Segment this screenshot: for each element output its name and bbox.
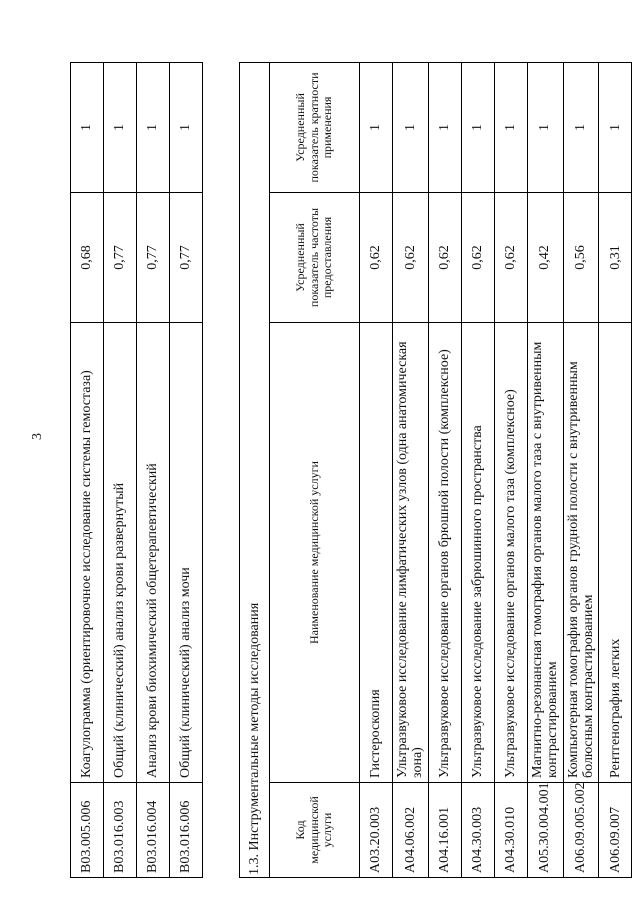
service-name: Общий (клинический) анализ крови развернутый <box>104 323 137 783</box>
table-row <box>360 62 393 877</box>
frequency-value: 0,62 <box>494 193 527 323</box>
frequency-value: 0,62 <box>360 193 393 323</box>
frequency-value: 0,56 <box>563 193 599 323</box>
frequency-value: 0,62 <box>428 193 461 323</box>
page-number: 3 <box>30 433 45 440</box>
service-name: Магнитно-резонансная томография органов малого таза с внутривенным контрастированием <box>527 323 563 783</box>
table-row <box>461 62 494 877</box>
frequency-value: 0,42 <box>527 193 563 323</box>
multiplicity-value: 1 <box>104 63 137 193</box>
frequency-value: 0,77 <box>170 193 203 323</box>
service-name: Анализ крови биохимический общетерапевтический <box>137 323 170 783</box>
table-row <box>170 63 203 878</box>
service-name: Ультразвуковое исследование забрюшинного пространства <box>461 323 494 783</box>
service-name: Компьютерная томография органов грудной полости с внутривенным болюсным контрастированием <box>563 323 599 783</box>
service-code: A03.20.003 <box>360 783 393 878</box>
table-row <box>563 62 599 877</box>
multiplicity-value: 1 <box>393 62 429 192</box>
instrumental-methods-table <box>239 62 632 878</box>
multiplicity-value: 1 <box>71 63 104 193</box>
table-row <box>71 63 104 878</box>
table-row <box>393 62 429 877</box>
multiplicity-value: 1 <box>494 62 527 192</box>
table-row <box>428 62 461 877</box>
header-name: Наименование медицинской услуги <box>270 323 360 783</box>
frequency-value: 0,77 <box>137 193 170 323</box>
section-title: 1.3. Инструментальные методы исследования <box>240 62 270 877</box>
header-frequency: Усредненный показатель частоты предоставления <box>270 193 360 323</box>
service-code: A04.06.002 <box>393 783 429 878</box>
frequency-value: 0,68 <box>71 193 104 323</box>
multiplicity-value: 1 <box>563 62 599 192</box>
service-name: Ультразвуковое исследование органов брюшной полости (комплексное) <box>428 323 461 783</box>
multiplicity-value: 1 <box>428 62 461 192</box>
table-header-row <box>270 62 360 877</box>
service-name: Коагулограмма (ориентировочное исследование системы гемостаза) <box>71 323 104 783</box>
service-code: B03.016.004 <box>137 783 170 878</box>
service-code: B03.016.003 <box>104 783 137 878</box>
multiplicity-value: 1 <box>360 62 393 192</box>
frequency-value: 0,77 <box>104 193 137 323</box>
service-code: A04.16.001 <box>428 783 461 878</box>
frequency-value: 0,62 <box>393 193 429 323</box>
table-row <box>494 62 527 877</box>
rotated-content <box>70 63 623 878</box>
multiplicity-value: 1 <box>527 62 563 192</box>
service-code: B03.016.006 <box>170 783 203 878</box>
table-row <box>137 63 170 878</box>
table-row <box>104 63 137 878</box>
frequency-value: 0,31 <box>599 193 632 323</box>
table-row <box>599 62 632 877</box>
lab-tests-table <box>70 62 203 878</box>
frequency-value: 0,62 <box>461 193 494 323</box>
table-row <box>527 62 563 877</box>
header-multiplicity: Усредненный показатель кратности применения <box>270 62 360 192</box>
service-code: A05.30.004.001 <box>527 783 563 878</box>
multiplicity-value: 1 <box>599 62 632 192</box>
multiplicity-value: 1 <box>170 63 203 193</box>
service-name: Общий (клинический) анализ мочи <box>170 323 203 783</box>
service-code: A04.30.003 <box>461 783 494 878</box>
service-code: A06.09.007 <box>599 783 632 878</box>
multiplicity-value: 1 <box>461 62 494 192</box>
service-name: Ультразвуковое исследование органов малого таза (комплексное) <box>494 323 527 783</box>
multiplicity-value: 1 <box>137 63 170 193</box>
header-code: Код медицинской услуги <box>270 783 360 878</box>
service-code: A04.30.010 <box>494 783 527 878</box>
service-name: Ультразвуковое исследование лимфатических узлов (одна анатомическая зона) <box>393 323 429 783</box>
service-name: Рентгенография легких <box>599 323 632 783</box>
service-code: A06.09.005.002 <box>563 783 599 878</box>
service-name: Гистероскопия <box>360 323 393 783</box>
service-code: B03.005.006 <box>71 783 104 878</box>
